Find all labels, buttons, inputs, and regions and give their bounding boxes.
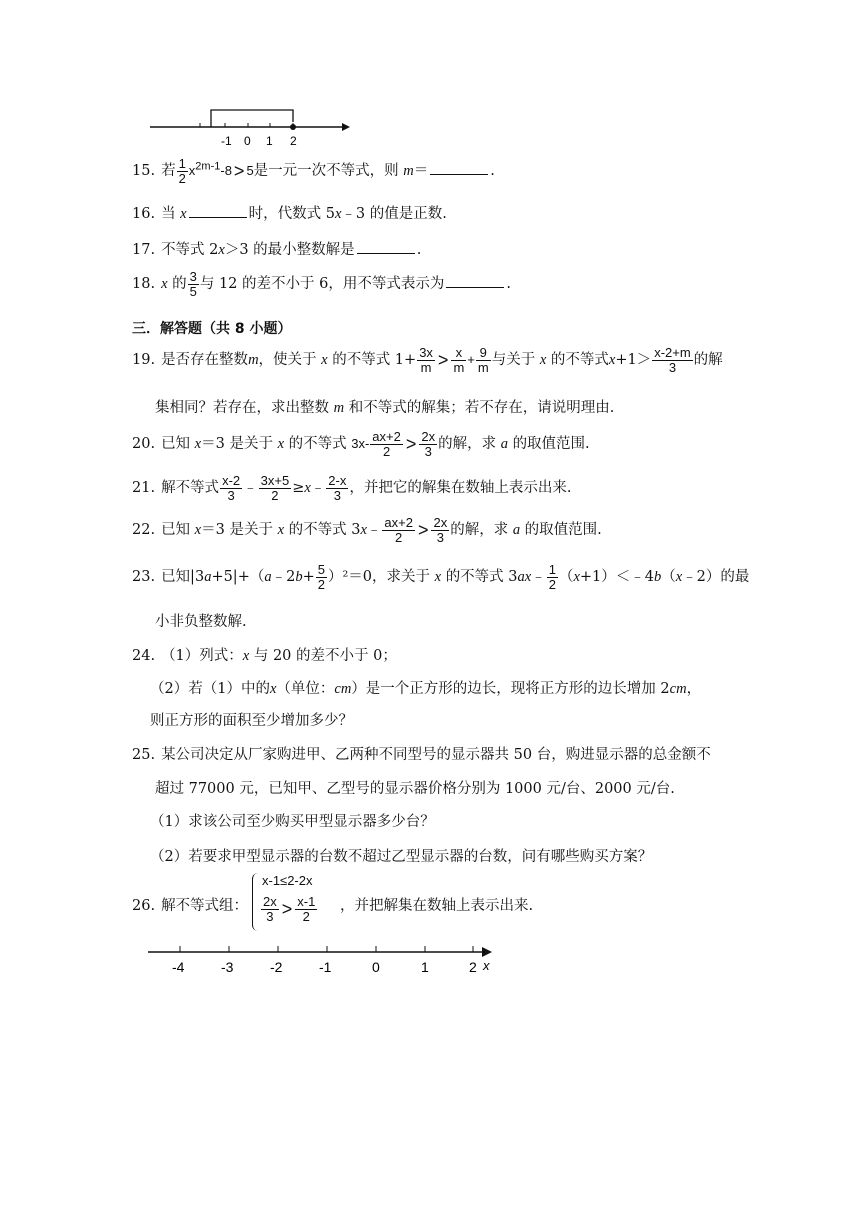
question-19: 19. 是否存在整数m，使关于 x 的不等式 1+ $\frac{3x}{m}$ > $\frac{x}{m}$ + $\frac{9}{m}$ 与关于 x 的不等式x+1＞ $\frac{x-2+m}{3}$ 的解 — [132, 345, 723, 375]
tick-label: -2 — [270, 959, 283, 975]
fraction: $\frac{2-x}{3}$ — [328, 473, 347, 503]
tick-label: 0 — [244, 134, 251, 148]
question-17: 17. 不等式 2x＞3 的最小整数解是 . — [132, 242, 422, 258]
fraction: $\frac{1}{2}$ — [548, 562, 556, 592]
question-number: 22. — [132, 522, 156, 539]
fraction: $\frac{x-2+m}{3}$ — [654, 345, 691, 375]
tick-label: -1 — [319, 959, 332, 975]
fraction: $\frac{1}{2}$ — [178, 156, 186, 186]
tick-label: 1 — [266, 134, 273, 148]
system-brace — [252, 873, 260, 931]
question-number: 25. — [132, 747, 156, 763]
question-25-part1: （1）求该公司至少购买甲型显示器多少台？ — [150, 814, 435, 830]
section-heading: 三．解答题（共 8 小题） — [132, 321, 292, 337]
system-row-1: x-1≤2-2x — [262, 873, 313, 888]
question-number: 24. — [132, 648, 156, 664]
fraction: $\frac{x}{m}$ — [453, 345, 465, 375]
question-21: 21. 解不等式 $\frac{x-2}{3}$ ﹣ $\frac{3x+5}{2}$ ≥x﹣ $\frac{2-x}{3}$ ，并把它的解集在数轴上表示出来. — [132, 473, 572, 503]
tick-label: 2 — [290, 134, 297, 148]
tick-label: 1 — [421, 959, 429, 975]
question-24: 24. （1）列式：x 与 20 的差不小于 0； — [132, 648, 397, 664]
fraction: $\frac{2x}{3}$ — [263, 894, 277, 924]
question-number: 18. — [132, 276, 156, 293]
answer-blank — [430, 162, 488, 175]
question-number: 17. — [132, 242, 156, 258]
answer-blank — [189, 205, 247, 218]
fraction: $\frac{2x}{3}$ — [433, 515, 448, 545]
answer-blank — [446, 275, 504, 288]
question-25: 25. 某公司决定从厂家购进甲、乙两种不同型号的显示器共 50 台，购进显示器的总金额不 — [132, 747, 711, 763]
question-number: 20. — [132, 436, 156, 453]
question-23-line2: 小非负整数解. — [155, 614, 247, 630]
system-row-2: $\frac{2x}{3}$ > $\frac{x-1}{2}$ — [263, 894, 316, 924]
fraction: $\frac{x-1}{2}$ — [297, 894, 316, 924]
fraction: $\frac{5}{2}$ — [317, 562, 325, 592]
fraction: $\frac{x-2}{3}$ — [222, 473, 241, 503]
question-15: 15. 若 $\frac{1}{2}$ $x^{2m-1}-8 > 5$是一元一次不等式，则 m＝ . — [132, 156, 495, 186]
tick-label: -3 — [221, 959, 234, 975]
fraction: $\frac{9}{m}$ — [477, 345, 489, 375]
tick-label: -1 — [221, 134, 232, 148]
tick-label: -4 — [172, 959, 185, 975]
tick-label: 2 — [469, 959, 477, 975]
question-number: 19. — [132, 352, 156, 369]
question-18: 18. x 的 $\frac{3}{5}$ 与 12 的差不小于 6，用不等式表示为 . — [132, 269, 511, 299]
question-22: 22. 已知 x＝3 是关于 x 的不等式 3x﹣ $\frac{ax+2}{2}$ > $\frac{2x}{3}$ 的解，求 a 的取值范围. — [132, 515, 602, 545]
answer-blank — [357, 241, 415, 254]
question-23: 23. 已知|3a+5|+（a﹣2b+ $\frac{5}{2}$ ）²＝0，求关于 x 的不等式 3ax﹣ $\frac{1}{2}$ （x+1）＜﹣4b（x﹣2）的最 — [132, 562, 750, 592]
question-16: 16. 当 x 时，代数式 5x﹣3 的值是正数. — [132, 206, 447, 222]
question-20: 20. 已知 x＝3 是关于 x 的不等式 3x- $\frac{ax+2}{2}$ > $\frac{2x}{3}$ 的解，求 a 的取值范围. — [132, 429, 590, 459]
question-19-line2: 集相同？若存在，求出整数 m 和不等式的解集；若不存在，请说明理由. — [155, 400, 615, 416]
tick-label: 0 — [372, 959, 380, 975]
fraction: $\frac{3}{5}$ — [189, 269, 197, 299]
question-number: 21. — [132, 480, 156, 497]
question-24-part2-line2: 则正方形的面积至少增加多少？ — [150, 713, 353, 729]
question-25-part2: （2）若要求甲型显示器的台数不超过乙型显示器的台数，问有哪些购买方案？ — [150, 849, 653, 865]
fraction: $\frac{ax+2}{2}$ — [384, 515, 413, 545]
fraction: $\frac{3x+5}{2}$ — [260, 473, 290, 503]
question-26: 26. 解不等式组： — [132, 898, 249, 914]
fraction: $\frac{3x}{m}$ — [419, 345, 433, 375]
top-number-line — [145, 100, 365, 155]
fraction: $\frac{2x}{3}$ — [421, 429, 436, 459]
question-number: 15. — [132, 163, 156, 180]
question-24-part2: （2）若（1）中的x（单位：cm）是一个正方形的边长，现将正方形的边长增加 2cm， — [150, 681, 702, 697]
axis-label: x — [483, 958, 490, 973]
question-26-tail: ，并把解集在数轴上表示出来. — [340, 898, 534, 914]
question-number: 26. — [132, 898, 156, 914]
bottom-number-line — [145, 940, 500, 980]
fraction: $\frac{ax+2}{2}$ — [372, 429, 401, 459]
question-25-line2: 超过 77000 元，已知甲、乙型号的显示器价格分别为 1000 元/台、2000 元/台. — [155, 781, 675, 797]
question-number: 16. — [132, 206, 156, 222]
question-number: 23. — [132, 569, 156, 586]
